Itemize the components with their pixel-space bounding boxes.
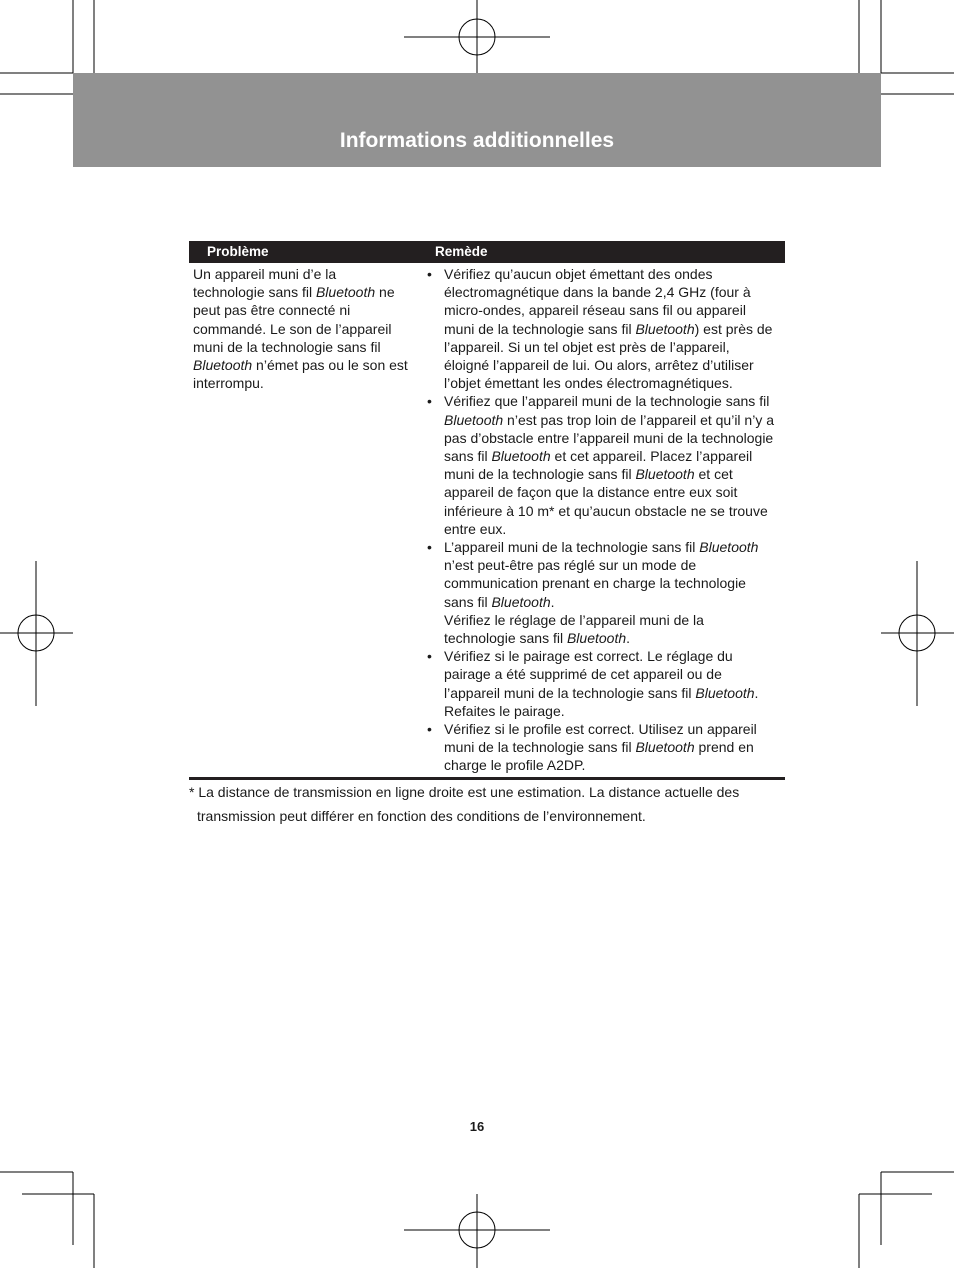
section-title: Informations additionnelles: [339, 129, 615, 152]
remedy-list: [427, 265, 777, 775]
footnote-line: * La distance de transmission en ligne droite est une estimation. La distance actuelle des: [189, 784, 740, 800]
column-header-remedy: Remède: [417, 241, 785, 263]
remedy-item: • Vérifiez si le profile est correct. Utilisez un appareil muni de la technologie sans fil Bluetooth prend en charge le profile A2DP.: [427, 721, 757, 774]
column-header-problem: Problème: [189, 241, 417, 263]
remedy-item: • Vérifiez qu’aucun objet émettant des ondes électromagnétique dans la bande 2,4 GHz (four à micro-ondes, appareil réseau sans fil ou appareil muni de la technologie sans fil Bluetooth) est près de l’appareil. Si un tel objet est près de l’appareil, éloigné l’appareil de lui. Ou alors, arrêtez d’utiliser l’objet émettant les ondes électromagnétiques.: [427, 266, 773, 392]
table-header-row: [189, 241, 785, 263]
remedy-item: • L’appareil muni de la technologie sans fil Bluetooth n’est peut-être pas réglé sur un mode de communication prenant en charge la technologie sans fil Bluetooth. Vérifiez le réglage de l’appareil muni de la technologie sans fil Bluetooth.: [427, 539, 759, 647]
remedy-item: • Vérifiez que l’appareil muni de la technologie sans fil Bluetooth n’est pas trop loin de l’appareil et qu’il n’y a pas d’obstacle entre l’appareil muni de la technologie sans fil Bluetooth et cet appareil. Placez l’appareil muni de la technologie sans fil Bluetooth et cet appareil de façon que la distance entre eux soit inférieure à 10 m* et qu’aucun obstacle ne se trouve entre eux.: [427, 393, 774, 537]
table-row: [189, 263, 785, 778]
page-number: 16: [469, 1119, 485, 1134]
remedy-item: • Vérifiez si le pairage est correct. Le réglage du pairage a été supprimé de cet appareil ou de l’appareil muni de la technologie sans fil Bluetooth. Refaites le pairage.: [427, 648, 759, 719]
footnote: [189, 780, 789, 828]
troubleshooting-table: [189, 241, 785, 780]
footnote-line: transmission peut différer en fonction des conditions de l’environnement.: [197, 808, 646, 824]
remedy-cell: [417, 263, 785, 778]
section-header-banner: [73, 73, 881, 167]
problem-cell: Un appareil muni d’e la technologie sans fil Bluetooth ne peut pas être connecté ni commandé. Le son de l’appareil muni de la technologie sans fil Bluetooth n’émet pas ou le son est interrompu.: [193, 266, 408, 392]
